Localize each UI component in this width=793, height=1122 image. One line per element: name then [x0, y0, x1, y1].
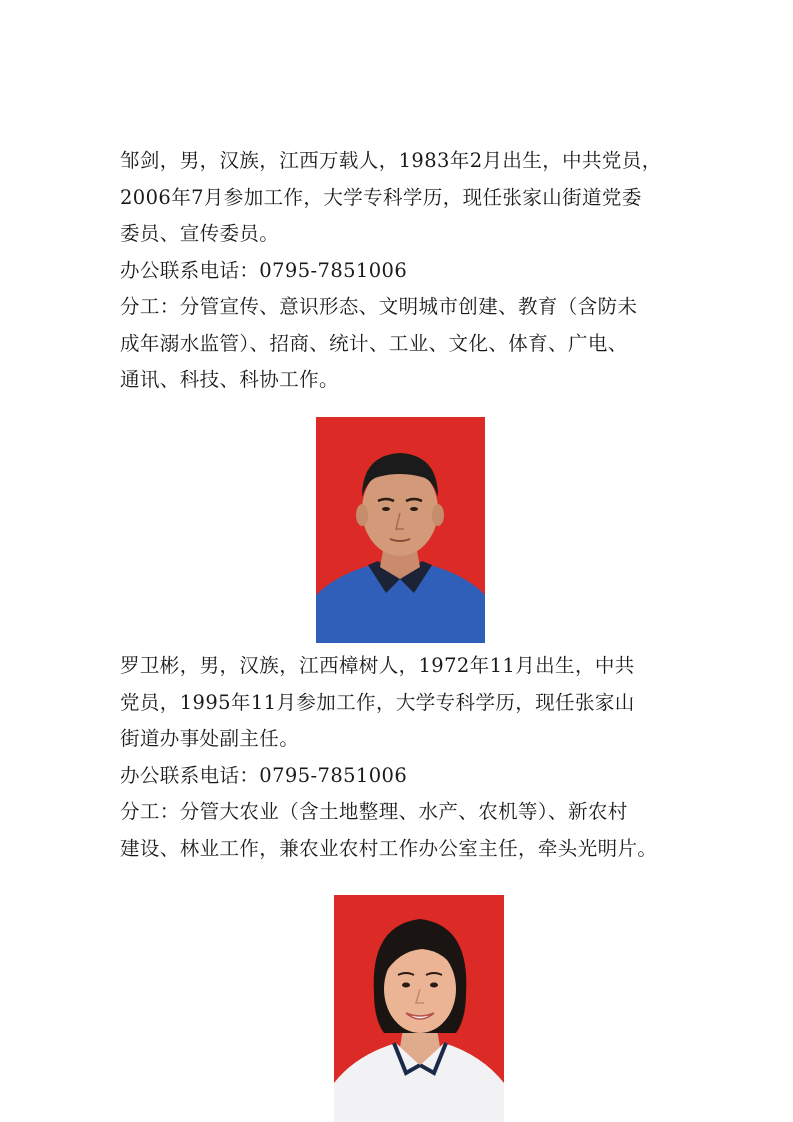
duties-line: 成年溺水监管）、招商、统计、工业、文化、体育、广电、 [120, 331, 628, 355]
portrait-man-icon [316, 417, 485, 643]
profile-text-1 [120, 143, 675, 399]
office-phone: 办公联系电话：0795-7851006 [120, 763, 408, 787]
bio-line: 罗卫彬，男，汉族，江西樟树人，1972年11月出生，中共 [120, 654, 635, 677]
duties-line: 分工：分管大农业（含土地整理、水产、农机等）、新农村 [120, 800, 628, 823]
portrait-woman-icon [334, 895, 504, 1122]
duties-line: 建设、林业工作，兼农业农村工作办公室主任，牵头光明片。 [120, 836, 658, 860]
profile-text-2 [120, 648, 675, 867]
bio-line: 邹剑，男，汉族，江西万载人，1983年2月出生，中共党员， [120, 149, 662, 172]
portrait-photo-woman [334, 895, 504, 1122]
bio-line: 党员，1995年11月参加工作，大学专科学历，现任张家山 [120, 690, 635, 714]
bio-line: 2006年7月参加工作，大学专科学历，现任张家山街道党委 [120, 185, 642, 209]
bio-line: 委员、宣传委员。 [120, 222, 280, 245]
duties-line: 通讯、科技、科协工作。 [120, 368, 339, 391]
portrait-photo-man [316, 417, 485, 643]
duties-line: 分工：分管宣传、意识形态、文明城市创建、教育（含防未 [120, 295, 638, 318]
bio-line: 街道办事处副主任。 [120, 727, 300, 750]
office-phone: 办公联系电话：0795-7851006 [120, 258, 408, 282]
